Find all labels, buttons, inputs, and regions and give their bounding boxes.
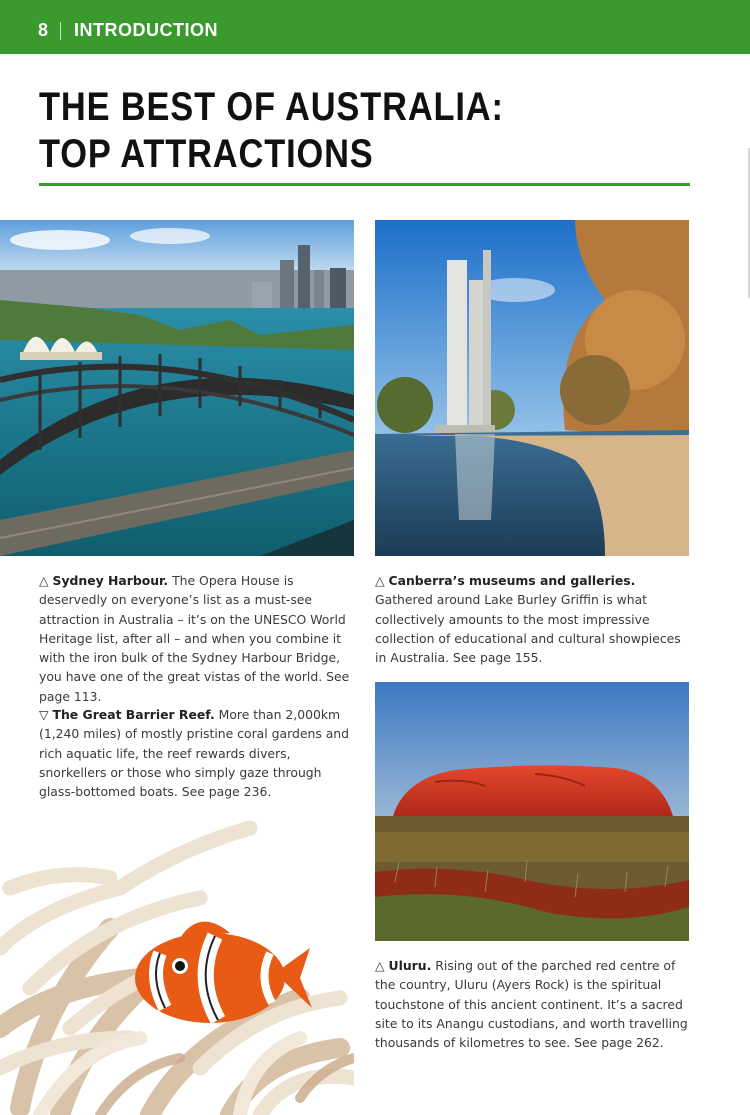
- clownfish-anemone-photo: [0, 808, 354, 1115]
- caption-lead: Uluru.: [388, 958, 432, 973]
- page-number: 8: [38, 20, 49, 40]
- caption-uluru: [375, 956, 691, 1052]
- caption-great-barrier-reef: [39, 705, 355, 801]
- uluru-photo: [375, 682, 689, 941]
- canberra-carillon-photo: [375, 220, 689, 556]
- caption-body: Rising out of the parched red centre of the country, Uluru (Ayers Rock) is the spiritual touchstone of this ancient continent. It’s a sacred site to its Anangu custodians, and worth travelling thousands of kilometres to see. See page 262.: [375, 958, 688, 1051]
- caption-body: Gathered around Lake Burley Griffin is what collectively amounts to the most impressive collection of educational and cultural showpieces in Australia. See page 155.: [375, 592, 681, 666]
- page-title-line-2: TOP ATTRACTIONS: [39, 132, 374, 176]
- caption-body: The Opera House is deservedly on everyone’s list as a must-see attraction in Australia – it’s on the UNESCO World Heritage list, after all – and when you combine it with the iron bulk of the Sydney Harbour Bridge, you have one of the great vistas of the world. See page 113.: [39, 573, 350, 704]
- arrow-up-icon: △: [375, 573, 385, 588]
- caption-body: More than 2,000km (1,240 miles) of mostly pristine coral gardens and rich aquatic life, the reef rewards divers, snorkellers or those who simply gaze through glass-bottomed boats. See page 236.: [39, 707, 350, 800]
- header-bar: [0, 0, 750, 54]
- arrow-up-icon: △: [39, 573, 49, 588]
- arrow-down-icon: ▽: [39, 707, 49, 722]
- title-rule: [39, 183, 690, 186]
- page-title-line-1: THE BEST OF AUSTRALIA:: [39, 85, 504, 129]
- caption-sydney-harbour: [39, 571, 355, 706]
- header-divider: [60, 22, 61, 40]
- caption-lead: The Great Barrier Reef.: [52, 707, 215, 722]
- caption-canberra: [375, 571, 691, 667]
- arrow-up-icon: △: [375, 958, 385, 973]
- caption-lead: Canberra’s museums and galleries.: [388, 573, 636, 588]
- sydney-harbour-photo: [0, 220, 354, 556]
- caption-lead: Sydney Harbour.: [52, 573, 169, 588]
- page-title: [39, 84, 598, 178]
- section-name: INTRODUCTION: [74, 20, 218, 40]
